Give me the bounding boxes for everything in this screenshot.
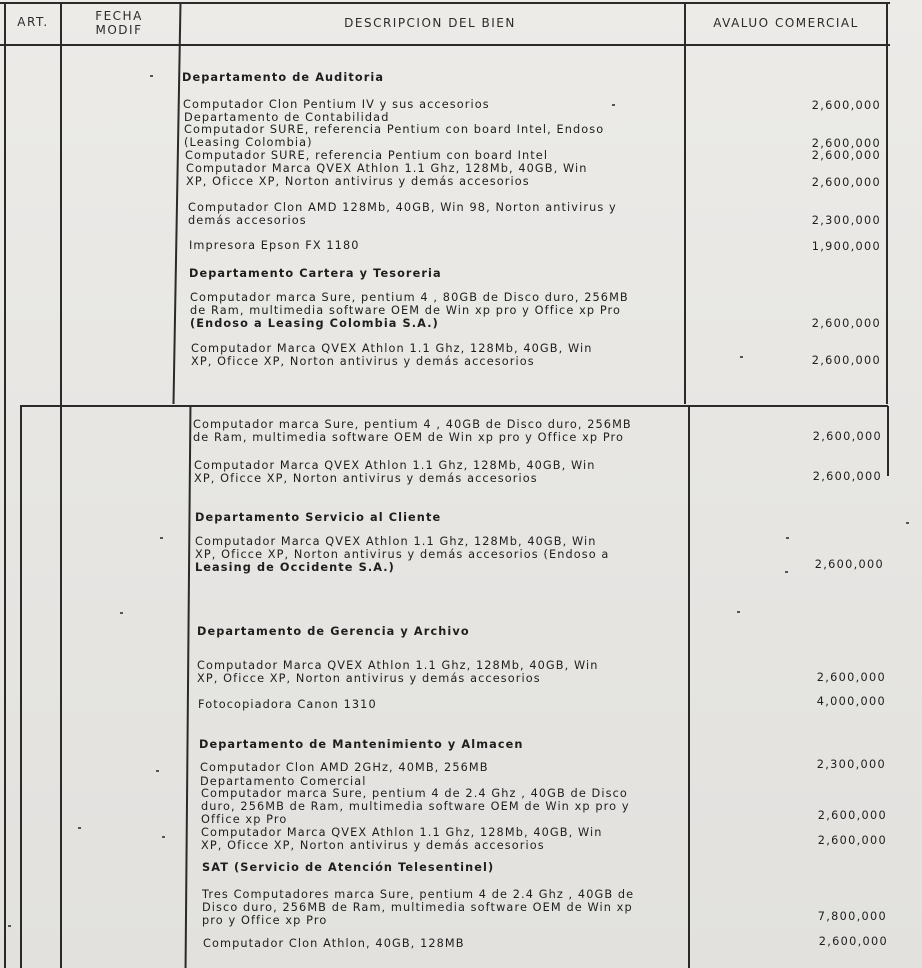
item-15-line-1: Computador marca Sure, pentium 4 de 2.4 Ghz , 40GB de Disco	[201, 787, 628, 800]
item-10-value: 2,600,000	[812, 470, 882, 483]
item-8-line-1: Computador Marca QVEX Athlon 1.1 Ghz, 128Mb, 40GB, Win	[191, 342, 593, 355]
item-12-line-2: XP, Oficce XP, Norton antivirus y demás accesorios	[197, 672, 541, 685]
item-9-line-2: de Ram, multimedia software OEM de Win xp pro y Office xp Pro	[193, 431, 625, 444]
art-column-divider	[60, 2, 62, 968]
item-17-line-3: pro y Office xp Pro	[202, 914, 328, 927]
item-7-line-1: Computador marca Sure, pentium 4 , 80GB de Disco duro, 256MB	[190, 291, 629, 304]
section-gerencia: Departamento de Gerencia y Archivo	[197, 625, 470, 638]
section-sat: SAT (Servicio de Atención Telesentinel)	[202, 861, 495, 874]
scan-speck	[160, 537, 163, 539]
item-9-line-1: Computador marca Sure, pentium 4 , 40GB de Disco duro, 256MB	[193, 418, 632, 431]
header-modif: MODIF	[95, 23, 143, 37]
item-7-line-2: de Ram, multimedia software OEM de Win xp pro y Office xp Pro	[190, 304, 622, 317]
header-top-rule	[0, 2, 890, 4]
item-2-value: 2,600,000	[811, 137, 881, 150]
scan-speck	[8, 925, 11, 927]
item-16-line-1: Computador Marca QVEX Athlon 1.1 Ghz, 128Mb, 40GB, Win	[201, 826, 603, 839]
item-7-value: 2,600,000	[811, 317, 881, 330]
item-15-value: 2,600,000	[817, 809, 887, 822]
left-border-line	[4, 2, 6, 968]
header-fecha: FECHA	[95, 9, 143, 23]
scan-speck	[162, 836, 165, 838]
header-descripcion: DESCRIPCION DEL BIEN	[344, 16, 516, 30]
scan-speck	[740, 356, 743, 358]
section-mantenimiento: Departamento de Mantenimiento y Almacen	[199, 738, 524, 751]
item-11-line-2: XP, Oficce XP, Norton antivirus y demás accesorios (Endoso a	[195, 548, 610, 561]
item-2-line-1: Computador SURE, referencia Pentium con board Intel, Endoso	[184, 123, 605, 136]
item-12-value: 2,600,000	[816, 671, 886, 684]
item-10-line-1: Computador Marca QVEX Athlon 1.1 Ghz, 128Mb, 40GB, Win	[194, 459, 596, 472]
page-break-rule	[20, 405, 888, 407]
item-18-line-1: Computador Clon Athlon, 40GB, 128MB	[203, 937, 465, 950]
scan-speck	[156, 770, 159, 772]
item-1-value: 2,600,000	[811, 99, 881, 112]
item-8-line-2: XP, Oficce XP, Norton antivirus y demás accesorios	[191, 355, 535, 368]
item-6-line-1: Impresora Epson FX 1180	[189, 239, 360, 252]
item-4-line-1: Computador Marca QVEX Athlon 1.1 Ghz, 128Mb, 40GB, Win	[186, 162, 588, 175]
item-5-value: 2,300,000	[811, 214, 881, 227]
section-auditoria: Departamento de Auditoria	[182, 71, 385, 84]
header-art: ART.	[17, 15, 49, 29]
scan-speck	[78, 827, 81, 829]
item-14-value: 2,300,000	[816, 758, 886, 771]
header-bottom-rule	[0, 44, 890, 46]
fecha-column-divider	[172, 2, 181, 404]
item-11-line-1: Computador Marca QVEX Athlon 1.1 Ghz, 128Mb, 40GB, Win	[195, 535, 597, 548]
scan-speck	[737, 611, 740, 613]
item-15-line-3: Office xp Pro	[201, 813, 288, 826]
item-14-line-1: Computador Clon AMD 2GHz, 40MB, 256MB	[200, 761, 489, 774]
item-3-line-1: Computador SURE, referencia Pentium con board Intel	[185, 149, 549, 162]
desc-column-divider-lower	[688, 406, 690, 968]
section-comercial: Departamento Comercial	[200, 775, 367, 788]
section-servicio: Departamento Servicio al Cliente	[195, 511, 442, 524]
item-18-value: 2,600,000	[818, 935, 888, 948]
item-1-line-1: Computador Clon Pentium IV y sus accesorios	[183, 98, 490, 111]
item-7-line-3: (Endoso a Leasing Colombia S.A.)	[190, 317, 439, 330]
item-4-value: 2,600,000	[811, 176, 881, 189]
item-5-line-1: Computador Clon AMD 128Mb, 40GB, Win 98, Norton antivirus y	[188, 201, 617, 214]
item-16-line-2: XP, Oficce XP, Norton antivirus y demás accesorios	[201, 839, 545, 852]
item-12-line-1: Computador Marca QVEX Athlon 1.1 Ghz, 128Mb, 40GB, Win	[197, 659, 599, 672]
item-17-line-1: Tres Computadores marca Sure, pentium 4 de 2.4 Ghz , 40GB de	[202, 888, 635, 901]
desc-column-divider	[684, 2, 686, 404]
scan-speck	[150, 75, 153, 77]
item-11-line-3: Leasing de Occidente S.A.)	[195, 561, 395, 574]
item-13-value: 4,000,000	[816, 695, 886, 708]
right-border-line	[886, 2, 888, 404]
item-16-value: 2,600,000	[817, 834, 887, 847]
item-8-value: 2,600,000	[811, 354, 881, 367]
item-13-line-1: Fotocopiadora Canon 1310	[198, 698, 377, 711]
item-5-line-2: demás accesorios	[188, 214, 307, 227]
scan-speck	[612, 104, 615, 106]
scan-speck	[785, 571, 788, 573]
item-15-line-2: duro, 256MB de Ram, multimedia software OEM de Win xp pro y	[201, 800, 630, 813]
section-contabilidad: Departamento de Contabilidad	[184, 111, 390, 124]
header-avaluo: AVALUO COMERCIAL	[713, 16, 859, 30]
item-4-line-2: XP, Oficce XP, Norton antivirus y demás accesorios	[186, 175, 530, 188]
right-border-line-lower	[887, 406, 889, 476]
fecha-column-divider-lower	[185, 406, 192, 968]
scan-speck	[120, 612, 123, 614]
item-11-value: 2,600,000	[814, 558, 884, 571]
item-6-value: 1,900,000	[811, 240, 881, 253]
item-17-line-2: Disco duro, 256MB de Ram, multimedia software OEM de Win xp	[202, 901, 633, 914]
item-10-line-2: XP, Oficce XP, Norton antivirus y demás accesorios	[194, 472, 538, 485]
item-17-value: 7,800,000	[817, 910, 887, 923]
item-9-value: 2,600,000	[812, 430, 882, 443]
scan-speck	[786, 537, 789, 539]
scan-speck	[906, 522, 909, 524]
item-3-value: 2,600,000	[811, 149, 881, 162]
left-inner-line-lower	[20, 406, 22, 968]
section-cartera: Departamento Cartera y Tesoreria	[189, 267, 442, 280]
item-2-line-2: (Leasing Colombia)	[184, 136, 313, 149]
